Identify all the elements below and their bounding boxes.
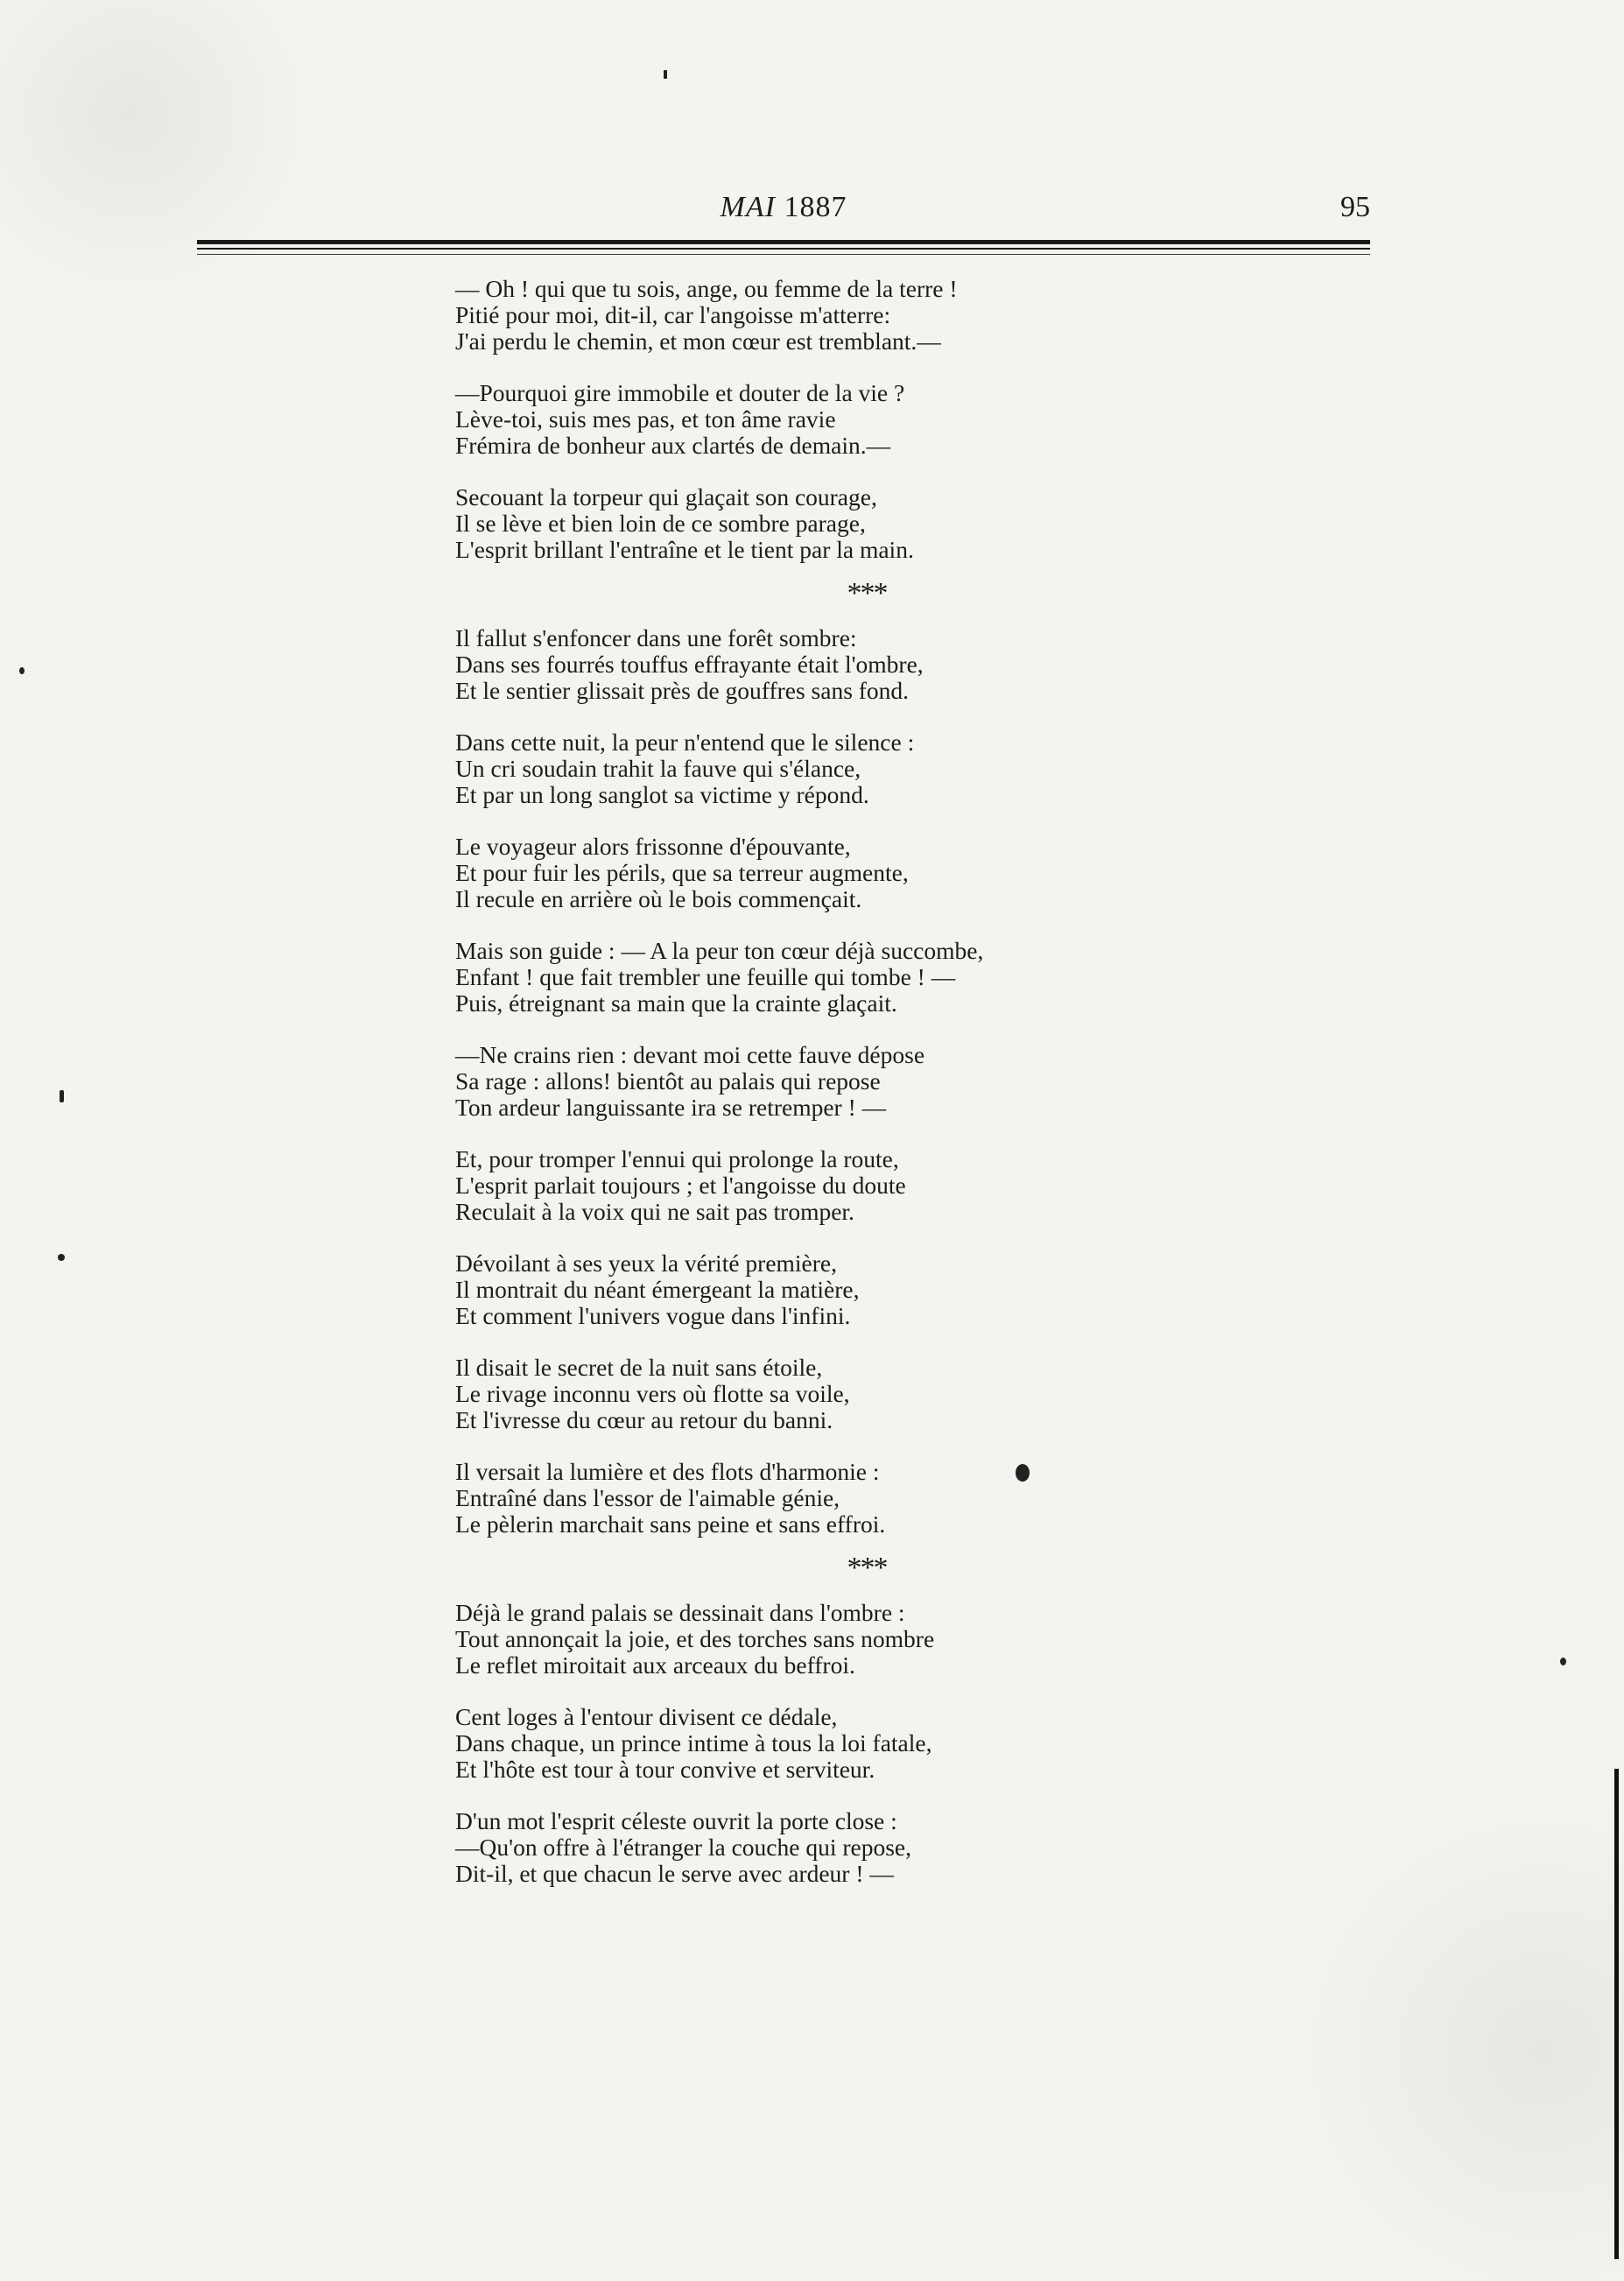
stanza [455,1250,1226,1329]
verse-line: Secouant la torpeur qui glaçait son courage, [455,483,877,510]
page-number: 95 [1340,191,1370,223]
verse-line: Le reflet miroitait aux arceaux du beffroi. [455,1651,855,1679]
verse-line: Mais son guide : — A la peur ton cœur déjà succombe, [455,937,984,964]
scan-speck [1560,1658,1566,1665]
scan-speck [1016,1464,1030,1482]
verse-line: Ton ardeur languissante ira se retremper ! — [455,1094,887,1121]
verse-line: Il versait la lumière et des flots d'harmonie : [455,1458,880,1485]
verse-line: Cent loges à l'entour divisent ce dédale, [455,1703,838,1730]
verse-line: Il disait le secret de la nuit sans étoile, [455,1354,823,1381]
stanza [455,1042,1226,1121]
verse-line: Un cri soudain trahit la fauve qui s'élance, [455,755,861,782]
verse-line: Et, pour tromper l'ennui qui prolonge la route, [455,1145,899,1172]
verse-line: J'ai perdu le chemin, et mon cœur est tremblant.— [455,327,941,355]
scan-edge-line [1614,1769,1619,2259]
header-rule-thick [197,240,1370,244]
verse-line: Dans chaque, un prince intime à tous la loi fatale, [455,1729,932,1757]
verse-line: Dévoilant à ses yeux la vérité première, [455,1250,837,1277]
verse-line: Dans cette nuit, la peur n'entend que le silence : [455,729,915,756]
stanza [455,1146,1226,1225]
stanza [455,729,1226,808]
verse-line: Et comment l'univers vogue dans l'infini. [455,1302,851,1329]
poem-body [455,276,1226,1912]
header-rule-thin [197,248,1370,250]
verse-line: L'esprit parlait toujours ; et l'angoisse du doute [455,1172,906,1199]
verse-line: Dans ses fourrés touffus effrayante était l'ombre, [455,651,924,678]
verse-line: Lève-toi, suis mes pas, et ton âme ravie [455,405,836,433]
verse-line: L'esprit brillant l'entraîne et le tient par la main. [455,536,914,563]
section-separator: *** [847,577,887,609]
verse-line: Tout annonçait la joie, et des torches sans nombre [455,1625,935,1652]
verse-line: Il se lève et bien loin de ce sombre parage, [455,510,866,537]
verse-line: — Oh ! qui que tu sois, ange, ou femme de la terre ! [455,275,958,302]
verse-line: Le rivage inconnu vers où flotte sa voile, [455,1380,850,1407]
verse-line: —Qu'on offre à l'étranger la couche qui repose, [455,1834,911,1861]
section-separator: *** [847,1552,887,1584]
header-rule-hairline [197,254,1370,255]
verse-line: Et pour fuir les périls, que sa terreur augmente, [455,859,909,886]
header-month: MAI [720,191,776,223]
verse-line: Le pèlerin marchait sans peine et sans effroi. [455,1510,886,1538]
stanza [455,484,1226,563]
verse-line: Sa rage : allons! bientôt au palais qui repose [455,1067,881,1095]
stanza [455,1355,1226,1433]
verse-line: Reculait à la voix qui ne sait pas tromper. [455,1198,854,1225]
stanza [455,276,1226,355]
stanza [455,938,1226,1017]
verse-line: Entraîné dans l'essor de l'aimable génie, [455,1484,840,1511]
verse-line: Et l'ivresse du cœur au retour du banni. [455,1406,833,1433]
verse-line: Et le sentier glissait près de gouffres sans fond. [455,677,910,704]
stanza [455,1808,1226,1887]
verse-line: Le voyageur alors frissonne d'épouvante, [455,833,851,860]
verse-line: Il fallut s'enfoncer dans une forêt sombre: [455,624,857,651]
verse-line: Pitié pour moi, dit-il, car l'angoisse m'atterre: [455,301,891,328]
verse-line: Il montrait du néant émergeant la matière, [455,1276,860,1303]
stanza [455,834,1226,912]
verse-line: Dit-il, et que chacun le serve avec ardeur ! — [455,1860,894,1887]
header-year: 1887 [784,191,847,223]
stanza [455,625,1226,704]
verse-line: Et par un long sanglot sa victime y répond. [455,781,869,808]
scan-speck [58,1254,65,1261]
header-title [197,191,1370,224]
verse-line: Et l'hôte est tour à tour convive et serviteur. [455,1756,875,1783]
verse-line: Frémira de bonheur aux clartés de demain.— [455,432,891,459]
scan-speck [664,70,667,79]
verse-line: Il recule en arrière où le bois commençait. [455,885,862,912]
scan-speck [60,1090,64,1102]
stanza [455,380,1226,459]
stanza [455,1704,1226,1783]
verse-line: —Pourquoi gire immobile et douter de la vie ? [455,379,905,406]
running-header [197,191,1370,235]
verse-line: Enfant ! que fait trembler une feuille qui tombe ! — [455,963,956,990]
scan-speck [19,667,25,674]
stanza [455,1600,1226,1679]
stanza [455,1459,1226,1538]
verse-line: Puis, étreignant sa main que la crainte glaçait. [455,989,897,1017]
verse-line: —Ne crains rien : devant moi cette fauve dépose [455,1041,925,1068]
verse-line: D'un mot l'esprit céleste ouvrit la porte close : [455,1807,897,1834]
verse-line: Déjà le grand palais se dessinait dans l'ombre : [455,1599,905,1626]
